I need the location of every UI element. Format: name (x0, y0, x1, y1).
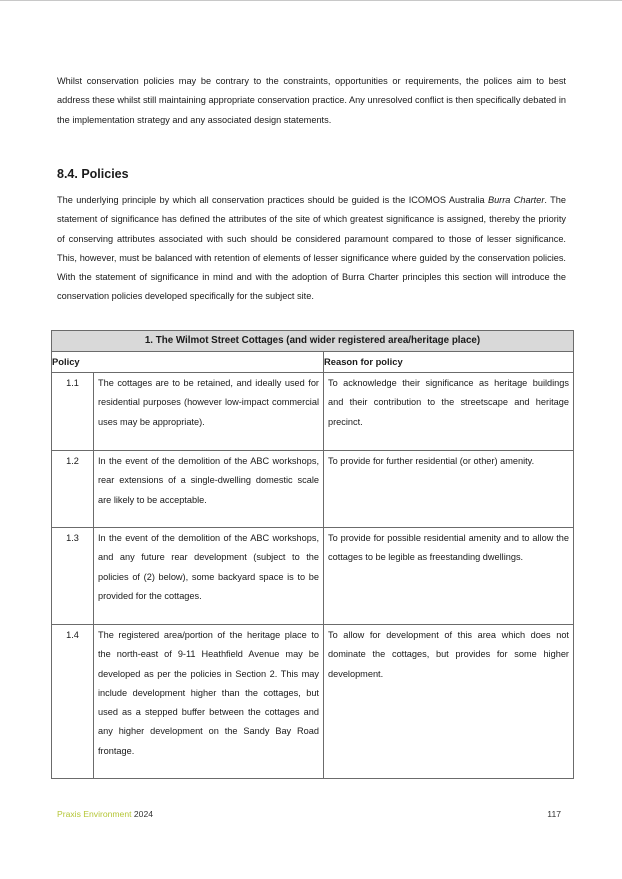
reason-text: To provide for possible residential amenity and to allow the cottages to be legible as freestanding dwellings. (324, 528, 574, 625)
table-row (52, 451, 574, 528)
burra-charter-italic: Burra Charter (487, 195, 545, 205)
policy-number: 1.2 (52, 451, 94, 528)
page-number: 117 (547, 809, 561, 819)
footer-year: 2024 (133, 809, 154, 819)
brand-name: Praxis Environment (57, 809, 132, 819)
column-header-reason: Reason for policy (324, 352, 574, 373)
table-header-row (52, 352, 574, 373)
intro-paragraph: Whilst conservation policies may be contrary to the constraints, opportunities or requirements, the polices aim to best address these whilst still maintaining appropriate conservation practice. Any unresolved conflict is then specifically debated in the implementation strategy and any associated design statements. (57, 76, 566, 125)
policy-table (51, 330, 574, 779)
reason-text: To allow for development of this area which does not dominate the cottages, but provides for some higher development. (324, 625, 574, 779)
table-row (52, 528, 574, 625)
section-heading: 8.4. Policies (57, 167, 129, 181)
page-top-rule (0, 0, 622, 1)
policy-text: The cottages are to be retained, and ideally used for residential purposes (however low-impact commercial uses may be appropriate). (94, 373, 324, 451)
table-row (52, 625, 574, 779)
section-paragraph-start: The underlying principle by which all conservation practices should be guided is the ICOMOS Australia (57, 195, 488, 205)
section-paragraph-end: . The statement of significance has defined the attributes of the site of which greatest significance is assigned, thereby the priority of conserving attributes associated with such should be considered paramount compared to those of lesser significance. This, however, must be balanced with retention of elements of lesser significance where guided by the conservation policies. With the statement of significance in mind and with the adoption of Burra Charter principles this section will introduce the conservation policies developed specifically for the subject site. (57, 195, 566, 302)
reason-text: To acknowledge their significance as heritage buildings and their contribution to the streetscape and heritage precinct. (324, 373, 574, 451)
policy-number: 1.4 (52, 625, 94, 779)
table-row (52, 373, 574, 451)
table-title: 1. The Wilmot Street Cottages (and wider registered area/heritage place) (52, 331, 574, 352)
section-paragraph (57, 191, 566, 307)
policy-number: 1.1 (52, 373, 94, 451)
reason-text: To provide for further residential (or other) amenity. (324, 451, 574, 528)
column-header-policy: Policy (52, 352, 324, 373)
footer-brand (57, 808, 153, 820)
policy-text: The registered area/portion of the heritage place to the north-east of 9-11 Heathfield Avenue may be developed as per the policies in Section 2. This may include development higher than the cottages, but used as a stepped buffer between the cottages and any higher development on the Sandy Bay Road frontage. (94, 625, 324, 779)
table-title-row (52, 331, 574, 352)
policy-text: In the event of the demolition of the ABC workshops, rear extensions of a single-dwelling domestic scale are likely to be acceptable. (94, 451, 324, 528)
policy-number: 1.3 (52, 528, 94, 625)
policy-text: In the event of the demolition of the ABC workshops, and any future rear development (subject to the policies of (2) below), some backyard space is to be provided for the cottages. (94, 528, 324, 625)
